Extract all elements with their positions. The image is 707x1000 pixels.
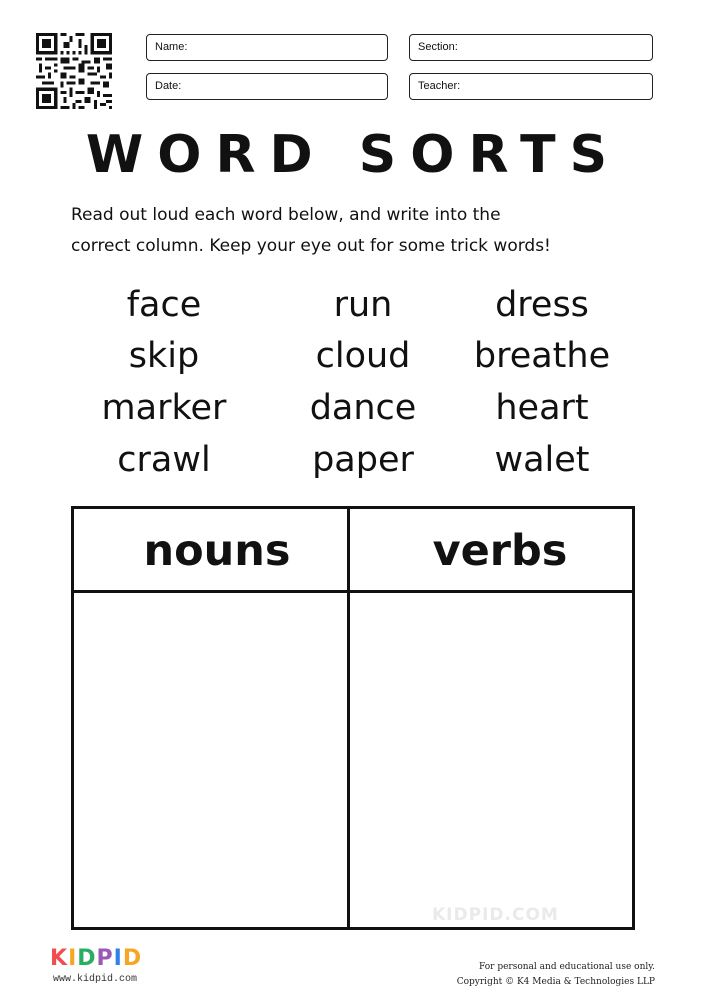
logo-letter: K (50, 946, 69, 971)
sort-table (71, 506, 635, 930)
instructions (71, 200, 641, 262)
instructions-line-1: Read out loud each word below, and write into the (71, 205, 501, 225)
word-item: dress (495, 285, 589, 325)
word-item: run (333, 285, 393, 325)
logo-letter: I (68, 946, 78, 971)
word-item: skip (128, 336, 200, 376)
word-item: breathe (473, 336, 611, 376)
logo-letter: D (122, 946, 143, 971)
instructions-line-2: correct column. Keep your eye out for some trick words! (71, 236, 551, 256)
date-field[interactable]: Date: (146, 73, 388, 100)
watermark: KIDPID.COM (432, 905, 559, 925)
teacher-field[interactable]: Teacher: (409, 73, 653, 100)
word-item: paper (312, 440, 414, 480)
page-title: WORD SORTS (85, 125, 622, 185)
word-item: dance (309, 388, 417, 428)
copyright-footer (457, 960, 655, 990)
kidpid-logo (50, 946, 142, 972)
logo-letter: I (113, 946, 123, 971)
word-item: face (126, 285, 202, 325)
logo-letter: D (77, 946, 97, 971)
word-item: marker (101, 388, 227, 428)
header-divider (74, 590, 632, 593)
word-item: heart (495, 388, 589, 428)
verbs-column-header: verbs (432, 526, 568, 576)
footer-line-2: Copyright © K4 Media & Technologies LLP (456, 977, 655, 987)
name-field[interactable]: Name: (146, 34, 388, 61)
word-item: walet (494, 440, 590, 480)
section-field[interactable]: Section: (409, 34, 653, 61)
qr-code-icon (36, 33, 112, 109)
logo-letter: P (96, 946, 114, 971)
word-item: cloud (315, 336, 411, 376)
website-link[interactable]: www.kidpid.com (53, 974, 138, 985)
footer-line-1: For personal and educational use only. (479, 962, 655, 972)
nouns-column-header: nouns (143, 526, 291, 576)
word-item: crawl (117, 440, 211, 480)
